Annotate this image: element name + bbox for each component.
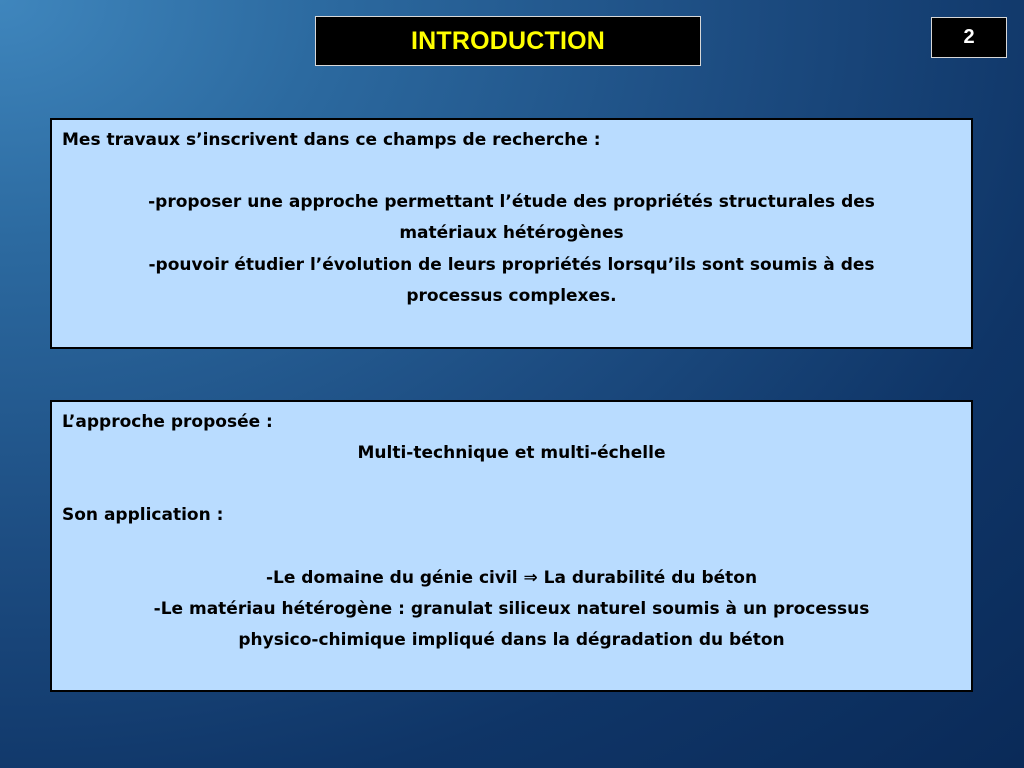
research-field-heading: Mes travaux s’inscrivent dans ce champs de recherche : [62,130,601,150]
approach-label: L’approche proposée : [62,412,273,432]
objective-1-line-1: -proposer une approche permettant l’étude des propriétés structurales des [148,192,875,212]
application-label: Son application : [62,505,224,525]
research-field-panel [50,118,973,349]
slide-title: INTRODUCTION [410,26,606,55]
objective-2-line-2: processus complexes. [406,286,617,306]
slide-title-box [315,16,701,66]
page-number: 2 [963,26,975,48]
application-line-3: physico-chimique impliqué dans la dégradation du béton [238,630,785,650]
approach-panel [50,400,973,692]
objective-2-line-1: -pouvoir étudier l’évolution de leurs propriétés lorsqu’ils sont soumis à des [148,255,875,275]
objective-1-line-2: matériaux hétérogènes [399,223,624,243]
application-line-2: -Le matériau hétérogène : granulat siliceux naturel soumis à un processus [153,599,870,619]
application-line-1: -Le domaine du génie civil ⇒ La durabilité du béton [265,568,758,588]
page-number-box [931,17,1007,58]
approach-value: Multi-technique et multi-échelle [357,443,666,463]
